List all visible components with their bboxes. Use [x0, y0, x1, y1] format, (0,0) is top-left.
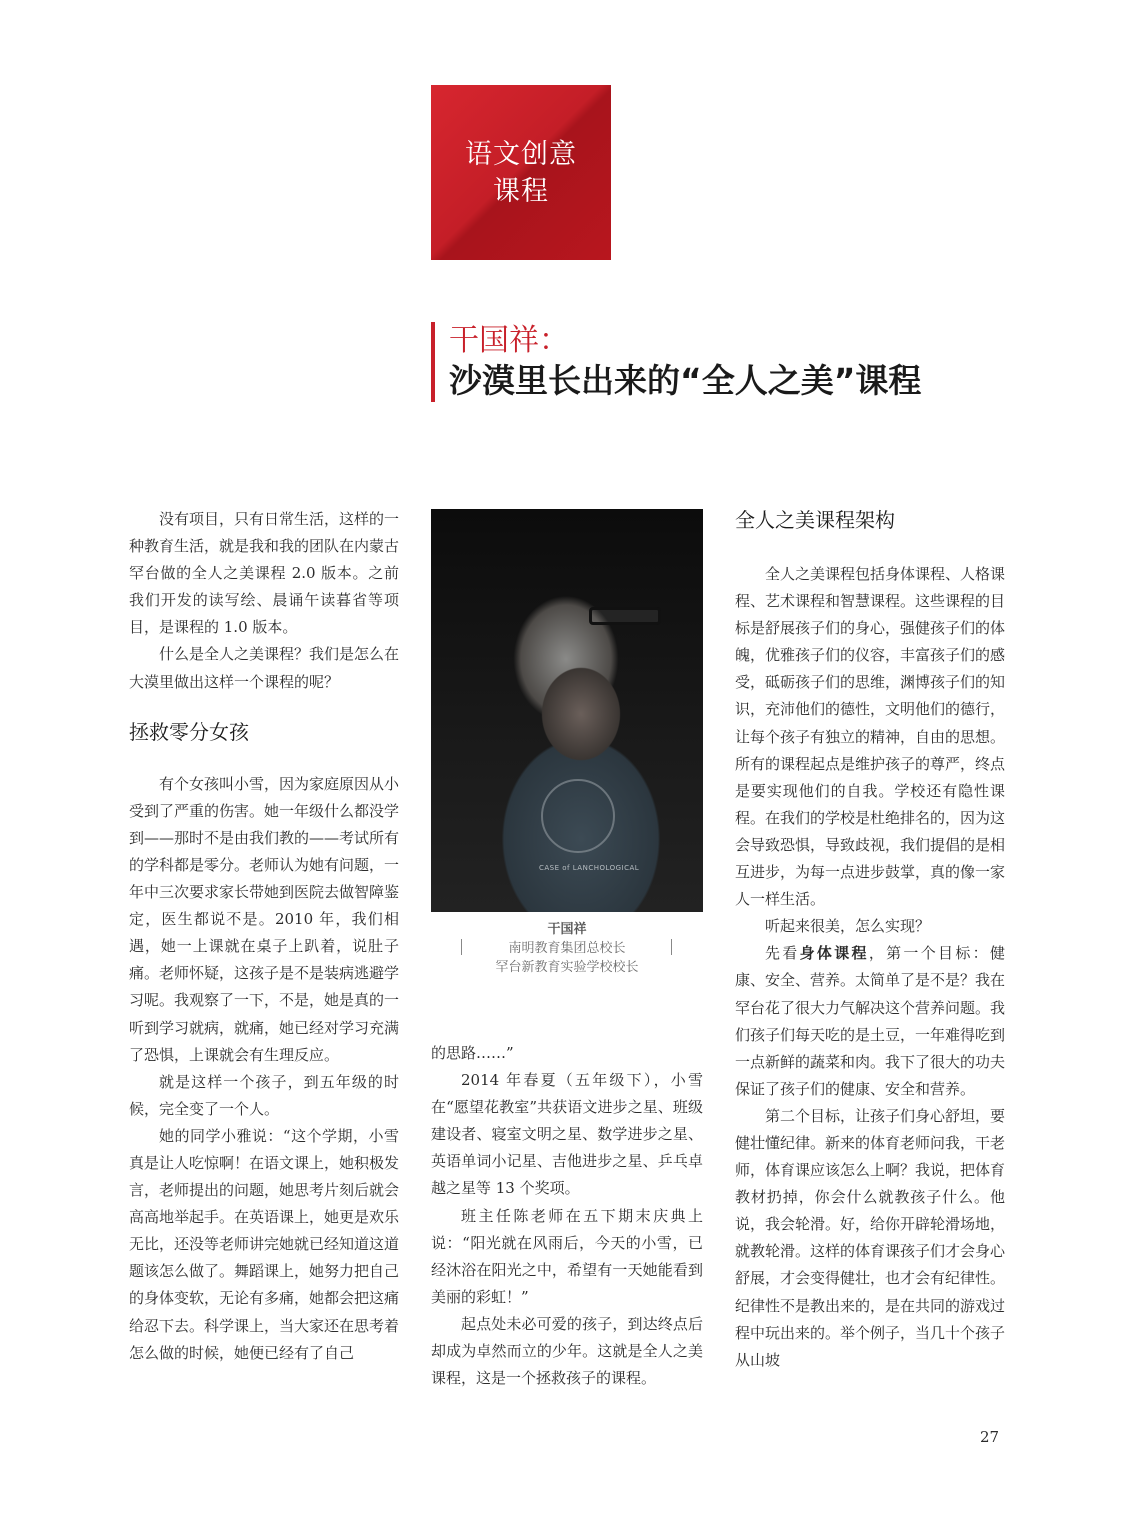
glasses-shape: [589, 607, 661, 625]
bold-term: 身体课程: [799, 944, 869, 963]
section-label-line1: 语文创意: [465, 138, 577, 170]
caption-divider-right: [671, 939, 672, 955]
paragraph: 她的同学小雅说：“这个学期，小雪真是让人吃惊啊！在语文课上，她积极发言，老师提出的问题，她思考片刻后就会高高地举起手。在英语课上，她更是欢乐无比，还没等老师讲完她就已经知道这道题该怎么做了。舞蹈课上，她努力把自己的身体变软，无论有多痛，她都会把这痛给忍下去。科学课上，当大家还在思考着怎么做的时候，她便已经有了自己: [129, 1126, 400, 1362]
paragraph: 起点处未必可爱的孩子，到达终点后却成为卓然而立的少年。这就是全人之美课程，这是一个拯救孩子的课程。: [431, 1314, 703, 1388]
paragraph-text: 先看: [765, 944, 800, 963]
paragraph: 什么是全人之美课程？我们是怎么在大漠里做出这样一个课程的呢？: [129, 645, 400, 691]
paragraph: 有个女孩叫小雪，因为家庭原因从小受到了严重的伤害。她一年级什么都没学到——那时不是由我们教的——考试所有的学科都是零分。老师认为她有问题，一年中三次要求家长带她到医院去做智障鉴定，医生都说不是。2010 年，我们相遇，她一上课就在桌子上趴着，说肚子痛。老师怀疑，这孩子是不是装病逃避学习呢。我观察了一下，不是，她是真的一听到学习就病，就痛，她已经对学习充满了恐惧，上课就会有生理反应。: [129, 774, 400, 1064]
photo-caption: [431, 920, 703, 977]
text-column-left: [129, 506, 399, 1367]
caption-divider-left: [461, 939, 462, 955]
paragraph: 听起来很美，怎么实现？: [765, 917, 931, 936]
section-heading: 全人之美课程架构: [735, 508, 895, 532]
article-title: [431, 322, 921, 402]
page-number: 27: [980, 1428, 1000, 1446]
section-heading: 拯救零分女孩: [129, 719, 249, 744]
paragraph: 第二个目标，让孩子们身心舒坦，要健壮懂纪律。新来的体育老师问我，干老师，体育课应该怎么上啊？我说，把体育教材扔掉，你会什么就教孩子什么。他说，我会轮滑。好，给你开辟轮滑场地，就教轮滑。这样的体育课孩子们才会身心舒展，才会变得健壮，也才会有纪律性。纪律性不是教出来的，是在共同的游戏过程中玩出来的。举个例子，当几十个孩子从山坡: [735, 1106, 1006, 1369]
section-label-line2: 课程: [493, 175, 549, 207]
title-headline: 沙漠里长出来的“全人之美”课程: [449, 361, 922, 400]
paragraph: [735, 940, 1005, 1103]
section-label-box: [431, 85, 611, 260]
text-column-right: [735, 506, 1005, 1374]
paragraph: 2014 年春夏（五年级下），小雪在“愿望花教室”共获语文进步之星、班级建设者、寝室文明之星、数学进步之星、英语单词小记星、吉他进步之星、乒乓卓越之星等 13 个奖项。: [431, 1071, 703, 1198]
portrait-photo: [431, 509, 703, 912]
caption-title-1: 南明教育集团总校长: [508, 941, 626, 956]
paragraph: 就是这样一个孩子，到五年级的时候，完全变了一个人。: [129, 1072, 399, 1118]
shirt-print-text: CASE of LANCHOLOGICAL: [539, 864, 640, 872]
text-column-middle: [431, 1040, 703, 1392]
title-author-name: 干国祥：: [449, 323, 569, 358]
paragraph: 的思路……”: [431, 1044, 514, 1062]
caption-name: 干国祥: [547, 922, 587, 937]
paragraph: 没有项目，只有日常生活，这样的一种教育生活，就是我和我的团队在内蒙古罕台做的全人之美课程 2.0 版本。之前我们开发的读写绘、晨诵午读暮省等项目，是课程的 1.0 版本。: [129, 510, 400, 637]
caption-title-2: 罕台新教育实验学校校长: [495, 960, 639, 975]
paragraph-text: ，第一个目标：健康、安全、营养。太简单了是不是？我在罕台花了很大力气解决这个营养问题。我们孩子们每天吃的是土豆，一年难得吃到一点新鲜的蔬菜和肉。我下了很大的功夫保证了孩子们的健康、安全和营养。: [735, 944, 1006, 1098]
paragraph: 班主任陈老师在五下期末庆典上说：“阳光就在风雨后，今天的小雪，已经沐浴在阳光之中，希望有一天她能看到美丽的彩虹！”: [431, 1206, 703, 1306]
shirt-print-shape: [541, 779, 615, 853]
paragraph: 全人之美课程包括身体课程、人格课程、艺术课程和智慧课程。这些课程的目标是舒展孩子们的身心，强健孩子们的体魄，优雅孩子们的仪容，丰富孩子们的感受，砥砺孩子们的思维，渊博孩子们的知识，充沛他们的德性，文明他们的德行，让每个孩子有独立的精神，自由的思想。所有的课程起点是维护孩子的尊严，终点是要实现他们的自我。学校还有隐性课程。在我们的学校是杜绝排名的，因为这会导致恐惧，导致歧视，我们提倡的是相互进步，为每一点进步鼓掌，真的像一家人一样生活。: [735, 565, 1006, 909]
